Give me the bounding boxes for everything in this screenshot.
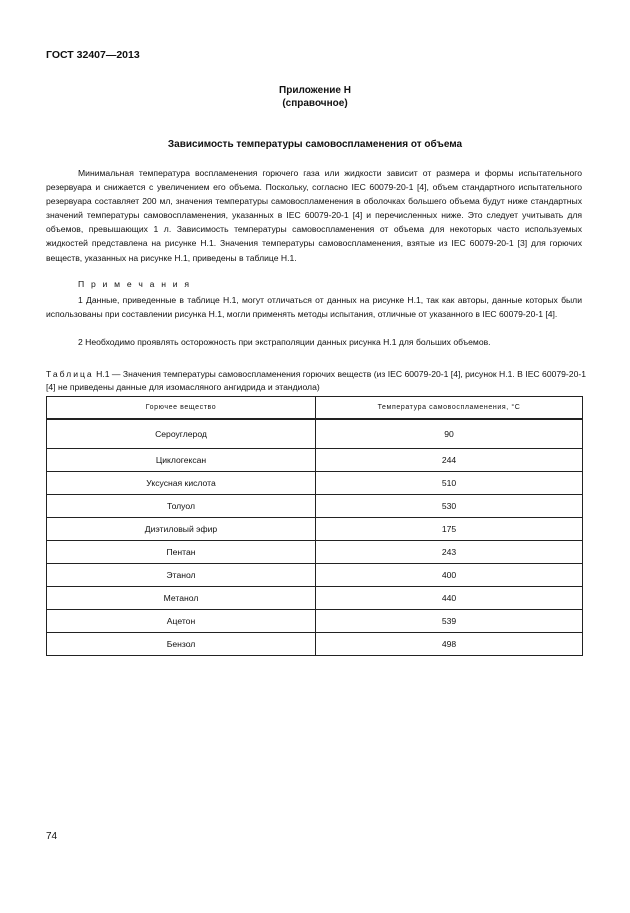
temperature-cell: 510 [316,472,583,495]
annex-subtitle: (справочное) [282,98,348,109]
document-code-header: ГОСТ 32407—2013 [46,49,140,61]
substance-cell: Метанол [47,587,316,610]
substance-cell: Сероуглерод [47,419,316,449]
table-header-row [47,397,583,420]
table-row [47,518,583,541]
temperature-cell: 175 [316,518,583,541]
table-caption-label: Таблица [46,369,94,379]
table-row [47,564,583,587]
table-row [47,419,583,449]
note-1: 1 Данные, приведенные в таблице Н.1, могут отличаться от данных на рисунке Н.1, так как авторы, данные которых были использованы при составлении рисунка Н.1, могли применять методы испытания, отличные от указанного в IEC 60079-20-1 [4]. [46,295,582,320]
substance-cell: Пентан [47,541,316,564]
substance-cell: Уксусная кислота [47,472,316,495]
table-row [47,587,583,610]
note-2: 2 Необходимо проявлять осторожность при экстраполяции данных рисунка Н.1 для больших объемов. [78,337,491,347]
temperature-cell: 243 [316,541,583,564]
substance-cell: Ацетон [47,610,316,633]
temperature-cell: 498 [316,633,583,656]
substance-cell: Циклогексан [47,449,316,472]
table-row [47,495,583,518]
table-row [47,449,583,472]
temperature-cell: 244 [316,449,583,472]
temperature-cell: 90 [316,419,583,449]
temperature-cell: 400 [316,564,583,587]
body-paragraph: Минимальная температура воспламенения горючего газа или жидкости зависит от размера и формы испытательного резервуара и снижается с увеличением его объема. Поскольку, согласно IEC 60079-20-1 [4], объем стандартного испытательного резервуара составляет 200 мл, значения температуры самовоспламенения в оболочках большего объема будут ниже стандартных значений температуры самовоспламенения, указанных в IEC 60079-20-1 [4] и перечисленных ниже. Это следует учитывать для объемов, превышающих 1 л. Зависимость температуры самовоспламенения от объема для некоторых часто используемых жидкостей представлена на рисунке Н.1. Значения температуры самовоспламенения, взятые из IEC 60079-20-1 [3] для горючих веществ, указанных на рисунке Н.1, приведены в таблице Н.1. [46,168,582,263]
table-row [47,472,583,495]
ignition-temperature-table [46,396,583,656]
page-number: 74 [46,831,58,842]
substance-cell: Бензол [47,633,316,656]
annex-title: Приложение Н [279,85,351,96]
header-temperature: Температура самовоспламенения, °С [316,397,583,420]
header-substance: Горючее вещество [47,397,316,420]
substance-cell: Этанол [47,564,316,587]
temperature-cell: 440 [316,587,583,610]
substance-cell: Толуол [47,495,316,518]
notes-heading: П р и м е ч а н и я [78,279,192,289]
substance-cell: Диэтиловый эфир [47,518,316,541]
table-row [47,610,583,633]
table-caption [46,368,586,393]
table-row [47,541,583,564]
table-row [47,633,583,656]
temperature-cell: 539 [316,610,583,633]
temperature-cell: 530 [316,495,583,518]
table-caption-text: Н.1 — Значения температуры самовоспламенения горючих веществ (из IEC 60079-20-1 [4], рисунок Н.1. В IEC 60079-20-1 [4] не приведены данные для изомасляного ангидрида и этандиола) [46,369,586,392]
section-title: Зависимость температуры самовоспламенения от объема [167,139,463,150]
